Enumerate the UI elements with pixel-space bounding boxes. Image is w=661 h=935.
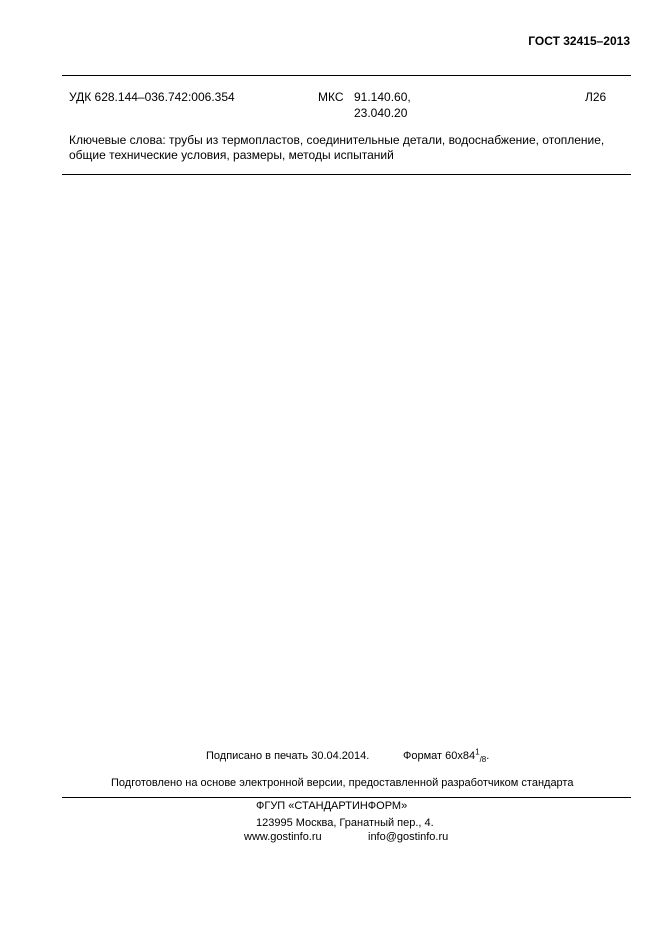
paper-format-sup: 1	[475, 747, 480, 757]
publisher-address: 123995 Москва, Гранатный пер., 4.	[256, 817, 434, 829]
publisher-email: info@gostinfo.ru	[368, 831, 449, 843]
signed-date: Подписано в печать 30.04.2014.	[206, 750, 370, 762]
paper-format-prefix: Формат 60x84	[403, 750, 476, 762]
paper-format-suffix: .	[486, 750, 490, 762]
paper-format-sub: /8	[479, 755, 487, 765]
udk-code: УДК 628.144–036.742:006.354	[69, 90, 235, 104]
group-code: Л26	[585, 90, 607, 104]
mks-label: МКС	[318, 90, 344, 104]
keywords-line-2: общие технические условия, размеры, методы испытаний	[69, 148, 394, 162]
mks-code-1: 91.140.60,	[354, 90, 411, 104]
publisher-name: ФГУП «СТАНДАРТИНФОРМ»	[256, 800, 408, 812]
top-divider	[62, 75, 631, 76]
prepared-note: Подготовлено на основе электронной версии, предоставленной разработчиком стандарта	[111, 777, 574, 789]
keywords-divider	[62, 174, 631, 175]
standard-number: ГОСТ 32415–2013	[528, 34, 630, 48]
mks-code-2: 23.040.20	[354, 106, 408, 120]
imprint-divider	[62, 797, 631, 798]
keywords-line-1: Ключевые слова: трубы из термопластов, соединительные детали, водоснабжение, отопление,	[69, 133, 605, 147]
publisher-website: www.gostinfo.ru	[244, 831, 322, 843]
paper-format	[403, 747, 490, 765]
